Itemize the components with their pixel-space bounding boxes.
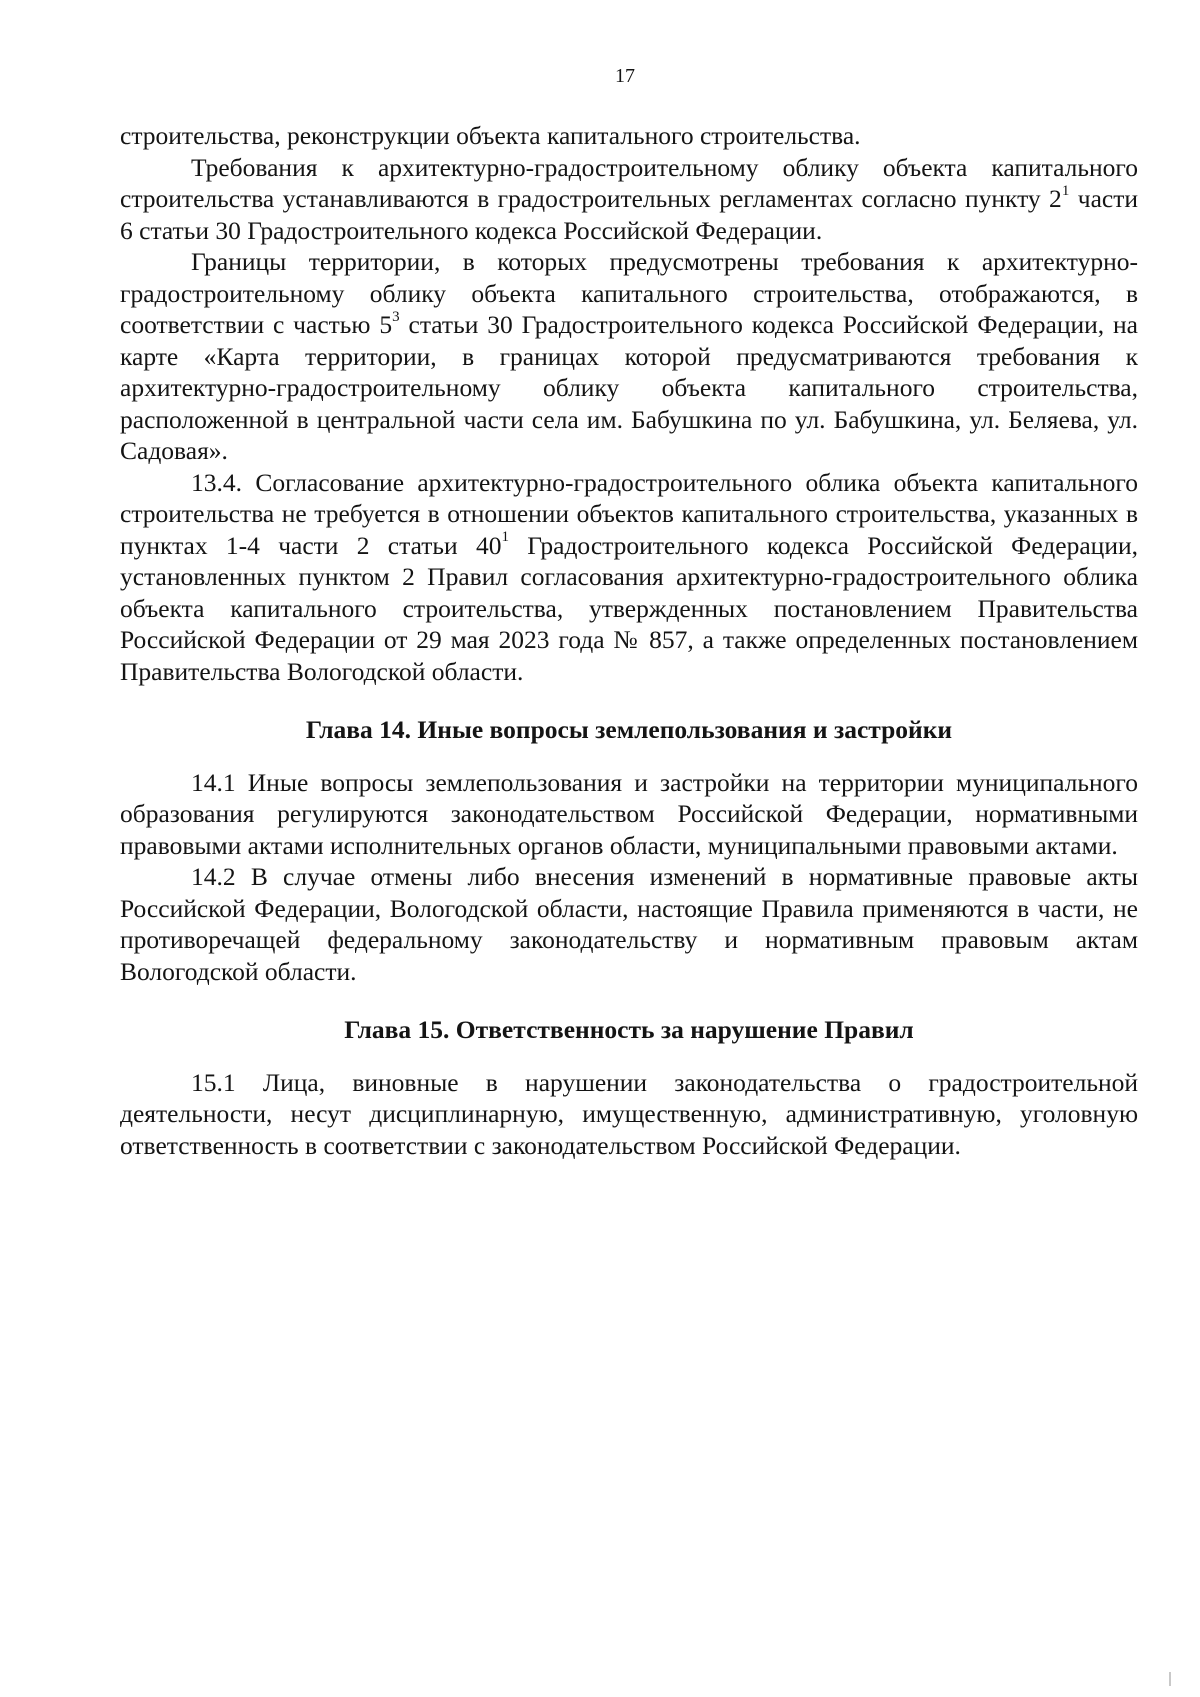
chapter-14-heading: Глава 14. Иные вопросы землепользования и застройки	[305, 715, 953, 744]
paragraph-text-before: 13.4. Согласование архитектурно-градостроительного облика объекта капитального строительства не требуется в отношении объектов капитального строительства, указанных в пунктах 1-4 части 2 статьи 40	[120, 467, 1138, 560]
superscript: 1	[501, 529, 509, 545]
paragraph-15-1: 15.1 Лица, виновные в нарушении законодательства о градостроительной деятельности, несут дисциплинарную, имущественную, административную, уголовную ответственность в соответствии с законодательством Российской Федерации.	[120, 1067, 1138, 1160]
scan-artifact-mark	[1169, 1672, 1171, 1686]
paragraph-text-after: Градостроительного кодекса Российской Федерации, установленных пунктом 2 Правил согласования архитектурно-градостроительного облика объекта капитального строительства, утвержденных постановлением Правительства Российской Федерации от 29 мая 2023 года № 857, а также определенных постановлением Правительства Вологодской области.	[120, 530, 1138, 686]
paragraph-text-after: части 6 статьи 30 Градостроительного кодекса Российской Федерации.	[120, 184, 1138, 245]
superscript: 1	[1061, 182, 1070, 199]
chapter-15-heading: Глава 15. Ответственность за нарушение Правил	[344, 1015, 914, 1044]
paragraph-continuation: строительства, реконструкции объекта капитального строительства.	[120, 121, 861, 150]
paragraph-text-before: Требования к архитектурно-градостроительному облику объекта капитального строительства устанавливаются в градостроительных регламентах согласно пункту 2	[120, 152, 1138, 213]
paragraph-14-1: 14.1 Иные вопросы землепользования и застройки на территории муниципального образования регулируются законодательством Российской Федерации, нормативными правовыми актами исполнительных органов области, муниципальными правовыми актами.	[120, 767, 1138, 860]
page-number: 17	[615, 65, 635, 87]
paragraph-architectural-requirements	[120, 152, 1138, 247]
paragraph-text-after: статьи 30 Градостроительного кодекса Российской Федерации, на карте «Карта территории, в границах которой предусматриваются требования к архитектурно-градостроительному облику объекта капитального строительства, расположенной в центральной части села им. Бабушкина по ул. Бабушкина, ул. Беляева, ул. Садовая».	[120, 310, 1138, 465]
paragraph-14-2: 14.2 В случае отмены либо внесения изменений в нормативные правовые акты Российской Федерации, Вологодской области, настоящие Правила применяются в части, не противоречащей федеральному законодательству и нормативным правовым актам Вологодской области.	[120, 862, 1138, 986]
superscript: 3	[392, 308, 400, 325]
paragraph-13-4	[120, 467, 1138, 688]
paragraph-territory-boundaries	[120, 246, 1138, 467]
paragraph-text-before: Границы территории, в которых предусмотрены требования к архитектурно-градостроительному облику объекта капитального строительства, отображаются, в соответствии с частью 5	[120, 247, 1138, 339]
document-body	[120, 120, 1138, 1161]
